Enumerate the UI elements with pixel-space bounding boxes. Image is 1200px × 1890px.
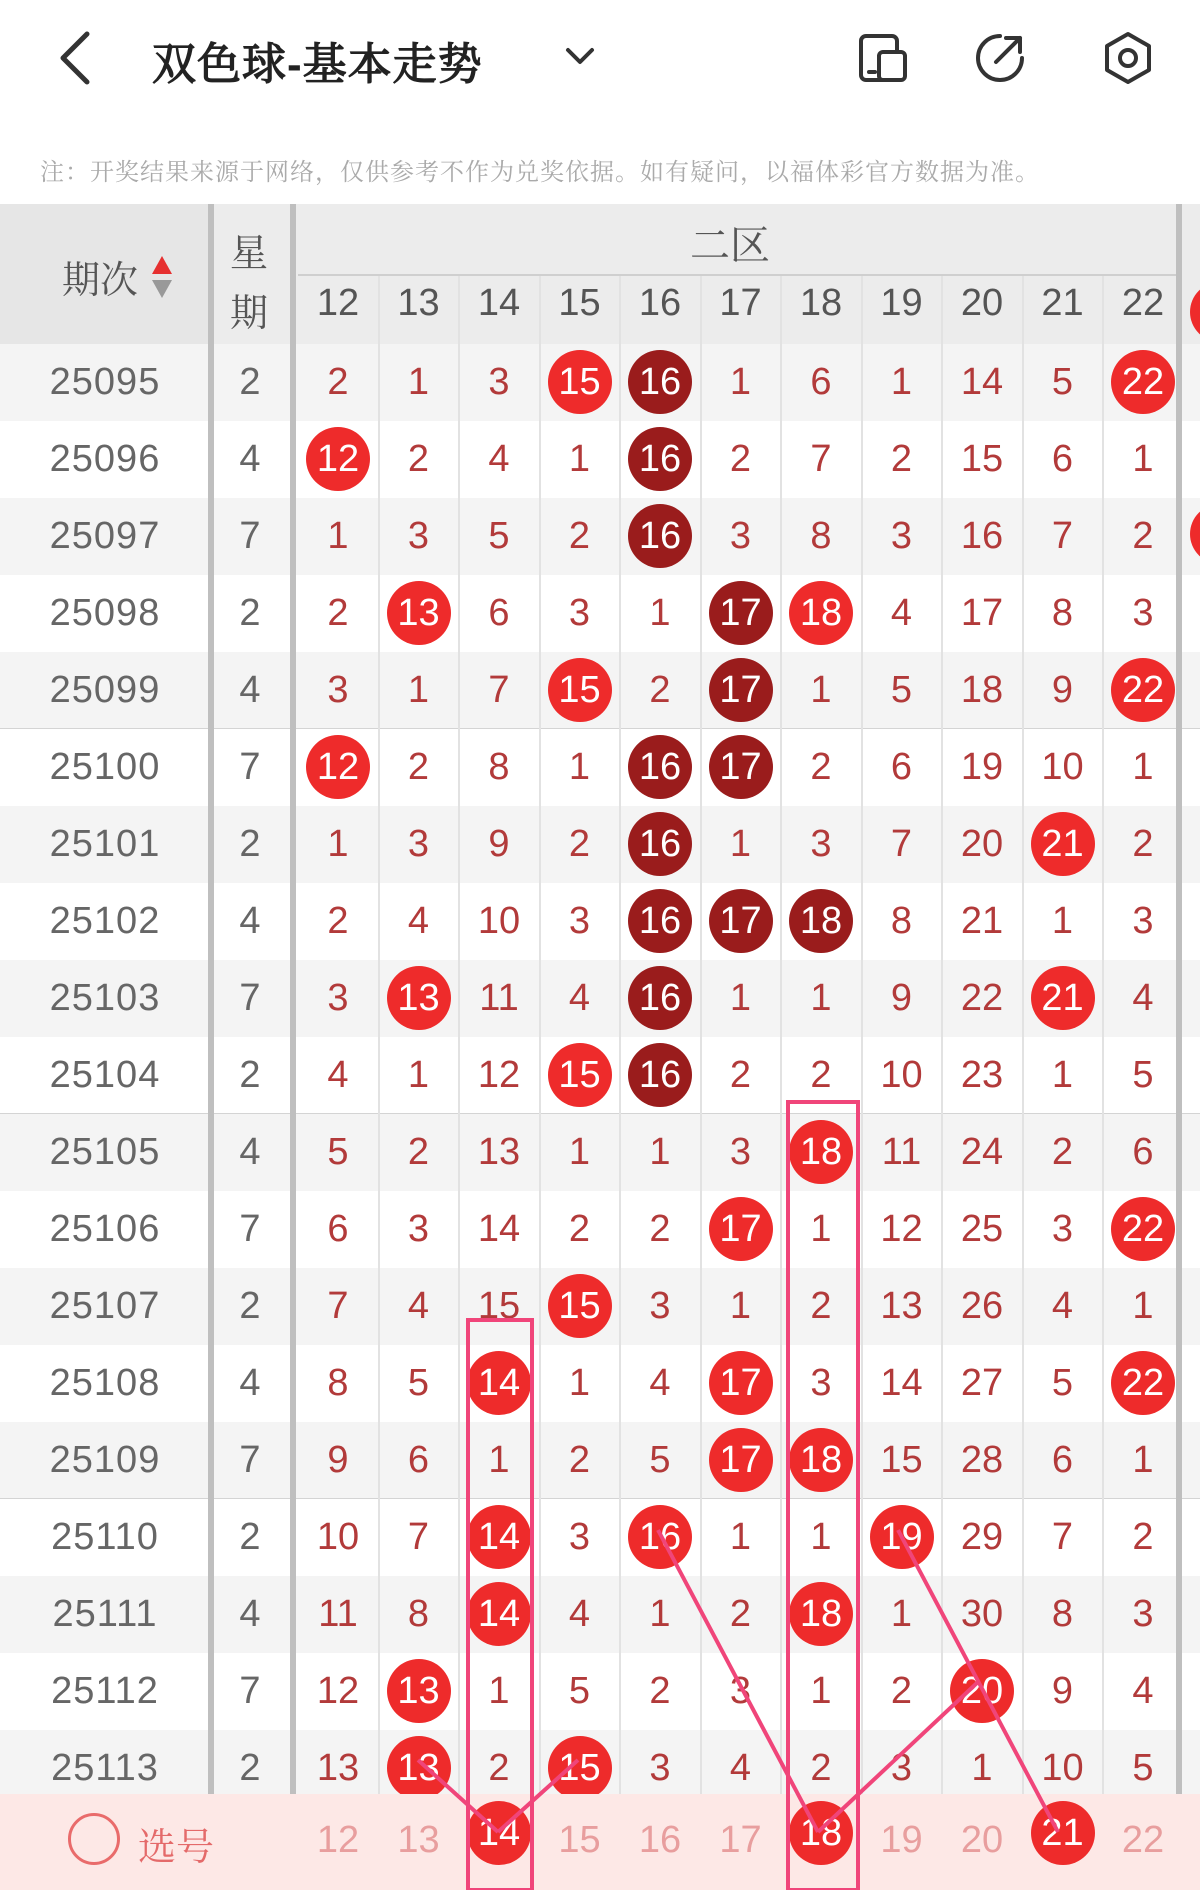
week-cell: 2 — [239, 1054, 261, 1096]
share-icon[interactable] — [972, 30, 1028, 86]
miss-count-cell: 2 — [407, 1131, 430, 1173]
drawn-ball: 16 — [628, 812, 692, 876]
miss-count-cell: 8 — [1051, 592, 1074, 634]
miss-count-cell: 4 — [890, 592, 913, 634]
drawn-ball: 16 — [628, 966, 692, 1030]
miss-count-cell: 14 — [880, 1362, 923, 1404]
miss-count-cell: 1 — [729, 977, 752, 1019]
miss-count-cell: 1 — [1051, 900, 1074, 942]
miss-count-cell: 5 — [568, 1670, 591, 1712]
drawn-ball: 17 — [709, 581, 773, 645]
miss-count-cell: 2 — [890, 1670, 913, 1712]
miss-count-cell: 7 — [407, 1516, 430, 1558]
miss-count-cell: 2 — [810, 1285, 832, 1327]
miss-count-cell: 9 — [488, 823, 510, 865]
miss-count-cell: 8 — [1051, 1593, 1074, 1635]
select-ball[interactable]: 17 — [719, 1819, 762, 1861]
period-cell: 25103 — [49, 977, 161, 1019]
miss-count-cell: 14 — [960, 361, 1004, 403]
week-column-header-1: 星 — [230, 233, 269, 275]
miss-count-cell: 2 — [1051, 1131, 1074, 1173]
miss-count-cell: 1 — [890, 361, 913, 403]
miss-count-cell: 3 — [407, 823, 430, 865]
miss-count-cell: 7 — [327, 1285, 349, 1327]
week-cell: 7 — [239, 1208, 261, 1250]
miss-count-cell: 7 — [810, 438, 832, 480]
miss-count-cell: 13 — [316, 1747, 360, 1789]
page-title[interactable]: 双色球-基本走势 — [152, 40, 483, 89]
miss-count-cell: 1 — [1132, 1439, 1154, 1481]
miss-count-cell: 7 — [488, 669, 510, 711]
miss-count-cell: 2 — [568, 515, 591, 557]
week-cell: 7 — [239, 1670, 261, 1712]
miss-count-cell: 4 — [729, 1747, 752, 1789]
miss-count-cell: 6 — [890, 746, 913, 788]
column-header-19: 19 — [880, 282, 923, 324]
column-separator — [1176, 204, 1182, 1890]
back-arrow-icon[interactable] — [55, 28, 95, 88]
drawn-ball: 15 — [548, 350, 612, 414]
miss-count-cell: 30 — [960, 1593, 1004, 1635]
miss-count-cell: 3 — [568, 1516, 591, 1558]
week-cell: 4 — [239, 1362, 261, 1404]
miss-count-cell: 1 — [729, 1516, 752, 1558]
drawn-ball: 18 — [789, 1582, 853, 1646]
miss-count-cell: 29 — [960, 1516, 1004, 1558]
miss-count-cell: 1 — [729, 823, 752, 865]
miss-count-cell: 2 — [649, 669, 671, 711]
miss-count-cell: 20 — [960, 823, 1004, 865]
period-cell: 25105 — [49, 1131, 161, 1173]
miss-count-cell: 12 — [880, 1208, 923, 1250]
period-cell: 25099 — [49, 669, 161, 711]
miss-count-cell: 3 — [1132, 900, 1154, 942]
drawn-ball: 22 — [1111, 1351, 1175, 1415]
miss-count-cell: 2 — [568, 823, 591, 865]
miss-count-cell: 4 — [407, 900, 430, 942]
week-cell: 2 — [239, 1285, 261, 1327]
miss-count-cell: 3 — [649, 1747, 671, 1789]
miss-count-cell: 2 — [649, 1208, 671, 1250]
miss-count-cell: 12 — [477, 1054, 521, 1096]
miss-count-cell: 2 — [810, 1054, 832, 1096]
select-ball[interactable]: 20 — [960, 1819, 1004, 1861]
column-header-17: 17 — [719, 282, 762, 324]
week-cell: 7 — [239, 515, 261, 557]
miss-count-cell: 1 — [407, 1054, 430, 1096]
select-ball[interactable]: 12 — [316, 1819, 360, 1861]
miss-count-cell: 6 — [810, 361, 832, 403]
miss-count-cell: 2 — [810, 746, 832, 788]
miss-count-cell: 1 — [649, 1131, 671, 1173]
period-cell: 25104 — [49, 1054, 161, 1096]
drawn-ball: 16 — [628, 889, 692, 953]
miss-count-cell: 3 — [729, 1670, 752, 1712]
drawn-ball: 16 — [628, 504, 692, 568]
miss-count-cell: 2 — [729, 1054, 752, 1096]
miss-count-cell: 1 — [488, 1670, 510, 1712]
miss-count-cell: 4 — [327, 1054, 349, 1096]
drawn-ball: 22 — [1111, 350, 1175, 414]
select-ball-picked[interactable]: 21 — [1031, 1801, 1095, 1865]
miss-count-cell: 4 — [568, 977, 591, 1019]
miss-count-cell: 11 — [318, 1593, 358, 1635]
miss-count-cell: 1 — [649, 1593, 671, 1635]
miss-count-cell: 23 — [960, 1054, 1004, 1096]
drawn-ball: 13 — [387, 1736, 451, 1800]
miss-count-cell: 3 — [1132, 1593, 1154, 1635]
select-ball-picked[interactable]: 14 — [467, 1801, 531, 1865]
miss-count-cell: 9 — [1051, 669, 1074, 711]
period-cell: 25101 — [49, 823, 161, 865]
drawn-ball: 21 — [1031, 966, 1095, 1030]
column-header-22: 22 — [1121, 282, 1165, 324]
column-header-16: 16 — [638, 282, 682, 324]
drawn-ball: 13 — [387, 1659, 451, 1723]
miss-count-cell: 1 — [810, 1208, 832, 1250]
miss-count-cell: 2 — [649, 1670, 671, 1712]
period-cell: 25109 — [49, 1439, 161, 1481]
period-cell: 25107 — [49, 1285, 161, 1327]
drawn-ball: 18 — [789, 889, 853, 953]
miss-count-cell: 21 — [960, 900, 1004, 942]
week-cell: 2 — [239, 361, 261, 403]
period-cell: 25112 — [51, 1670, 159, 1712]
miss-count-cell: 10 — [880, 1054, 923, 1096]
miss-count-cell: 1 — [407, 361, 430, 403]
miss-count-cell: 1 — [327, 515, 349, 557]
miss-count-cell: 1 — [1132, 438, 1154, 480]
miss-count-cell: 9 — [1051, 1670, 1074, 1712]
grid-line — [941, 276, 943, 1890]
miss-count-cell: 5 — [327, 1131, 349, 1173]
miss-count-cell: 3 — [327, 977, 349, 1019]
miss-count-cell: 2 — [327, 900, 349, 942]
miss-count-cell: 7 — [1051, 515, 1074, 557]
miss-count-cell: 3 — [890, 1747, 913, 1789]
miss-count-cell: 1 — [568, 746, 591, 788]
week-cell: 4 — [239, 669, 261, 711]
miss-count-cell: 11 — [881, 1131, 922, 1173]
column-separator — [290, 204, 296, 1890]
drawn-ball: 15 — [548, 1274, 612, 1338]
miss-count-cell: 3 — [407, 1208, 430, 1250]
miss-count-cell: 18 — [960, 669, 1004, 711]
miss-count-cell: 2 — [1132, 1516, 1154, 1558]
miss-count-cell: 3 — [568, 592, 591, 634]
drawn-ball: 17 — [709, 1428, 773, 1492]
miss-count-cell: 8 — [407, 1593, 430, 1635]
miss-count-cell: 1 — [1132, 746, 1154, 788]
drawn-ball: 16 — [628, 1505, 692, 1569]
select-ball[interactable]: 13 — [397, 1819, 440, 1861]
miss-count-cell: 2 — [407, 746, 430, 788]
miss-count-cell: 8 — [890, 900, 913, 942]
miss-count-cell: 4 — [407, 1285, 430, 1327]
zone-divider — [298, 274, 1176, 276]
miss-count-cell: 5 — [890, 669, 913, 711]
miss-count-cell: 8 — [810, 515, 832, 557]
miss-count-cell: 4 — [1051, 1285, 1074, 1327]
miss-count-cell: 10 — [477, 900, 521, 942]
grid-line — [378, 276, 380, 1890]
miss-count-cell: 2 — [488, 1747, 510, 1789]
drawn-ball: 21 — [1031, 812, 1095, 876]
miss-count-cell: 10 — [1041, 1747, 1084, 1789]
column-header-14: 14 — [477, 282, 521, 324]
miss-count-cell: 1 — [810, 977, 832, 1019]
miss-count-cell: 15 — [880, 1439, 923, 1481]
week-cell: 7 — [239, 1439, 261, 1481]
miss-count-cell: 1 — [729, 361, 752, 403]
miss-count-cell: 15 — [477, 1285, 521, 1327]
miss-count-cell: 5 — [1132, 1054, 1154, 1096]
grid-line — [539, 276, 541, 1890]
miss-count-cell: 4 — [488, 438, 510, 480]
drawn-ball: 14 — [467, 1351, 531, 1415]
period-cell: 25102 — [49, 900, 161, 942]
miss-count-cell: 3 — [810, 1362, 832, 1404]
miss-count-cell: 5 — [1051, 361, 1074, 403]
grid-line — [1022, 276, 1024, 1890]
miss-count-cell: 3 — [568, 900, 591, 942]
app-header — [0, 0, 1200, 125]
miss-count-cell: 7 — [1051, 1516, 1074, 1558]
miss-count-cell: 24 — [960, 1131, 1004, 1173]
drawn-ball: 14 — [467, 1505, 531, 1569]
miss-count-cell: 13 — [477, 1131, 521, 1173]
miss-count-cell: 3 — [729, 515, 752, 557]
sort-icon[interactable] — [150, 254, 174, 300]
period-column-header[interactable]: 期次 — [62, 260, 139, 302]
week-cell: 2 — [239, 823, 261, 865]
miss-count-cell: 25 — [960, 1208, 1004, 1250]
period-cell: 25100 — [49, 746, 161, 788]
miss-count-cell: 2 — [729, 1593, 752, 1635]
drawn-ball: 13 — [387, 966, 451, 1030]
drawn-ball: 17 — [709, 735, 773, 799]
miss-count-cell: 2 — [568, 1208, 591, 1250]
week-cell: 4 — [239, 1593, 261, 1635]
miss-count-cell: 15 — [960, 438, 1004, 480]
trend-table[interactable] — [0, 204, 1200, 1890]
drawn-ball: 17 — [709, 889, 773, 953]
miss-count-cell: 2 — [568, 1439, 591, 1481]
miss-count-cell: 9 — [327, 1439, 349, 1481]
miss-count-cell: 3 — [729, 1131, 752, 1173]
miss-count-cell: 5 — [488, 515, 510, 557]
grid-line — [1102, 276, 1104, 1890]
grid-line — [861, 276, 863, 1890]
week-cell: 4 — [239, 900, 261, 942]
miss-count-cell: 22 — [960, 977, 1004, 1019]
settings-icon[interactable] — [1100, 30, 1156, 86]
drawn-ball: 16 — [628, 735, 692, 799]
miss-count-cell: 6 — [1132, 1131, 1154, 1173]
drawn-ball: 13 — [387, 581, 451, 645]
miss-count-cell: 17 — [960, 592, 1004, 634]
miss-count-cell: 19 — [960, 746, 1004, 788]
column-header-12: 12 — [316, 282, 360, 324]
miss-count-cell: 3 — [327, 669, 349, 711]
drawn-ball: 12 — [306, 427, 370, 491]
select-ball-picked[interactable]: 18 — [789, 1801, 853, 1865]
week-column-header-2: 期 — [230, 293, 269, 335]
drawn-ball: 15 — [548, 658, 612, 722]
miss-count-cell: 1 — [890, 1593, 913, 1635]
miss-count-cell: 5 — [649, 1439, 671, 1481]
drawn-ball: 15 — [548, 1736, 612, 1800]
miss-count-cell: 26 — [960, 1285, 1004, 1327]
miss-count-cell: 8 — [327, 1362, 349, 1404]
miss-count-cell: 1 — [810, 1516, 832, 1558]
select-number-label[interactable]: 选号 — [138, 1827, 215, 1869]
drawn-ball: 18 — [789, 1120, 853, 1184]
miss-count-cell: 3 — [890, 515, 913, 557]
miss-count-cell: 5 — [1051, 1362, 1074, 1404]
miss-count-cell: 2 — [890, 438, 913, 480]
miss-count-cell: 3 — [407, 515, 430, 557]
miss-count-cell: 2 — [407, 438, 430, 480]
miss-count-cell: 27 — [960, 1362, 1004, 1404]
drawn-ball: 17 — [709, 1351, 773, 1415]
miss-count-cell: 1 — [568, 1131, 591, 1173]
week-cell: 7 — [239, 746, 261, 788]
miss-count-cell: 9 — [890, 977, 913, 1019]
select-ball[interactable]: 16 — [638, 1819, 682, 1861]
column-header-13: 13 — [397, 282, 440, 324]
period-cell: 25108 — [49, 1362, 161, 1404]
miss-count-cell: 5 — [1132, 1747, 1154, 1789]
miss-count-cell: 1 — [568, 1362, 591, 1404]
miss-count-cell: 2 — [1132, 515, 1154, 557]
miss-count-cell: 7 — [890, 823, 913, 865]
miss-count-cell: 3 — [810, 823, 832, 865]
miss-count-cell: 1 — [729, 1285, 752, 1327]
column-header-18: 18 — [799, 282, 843, 324]
drawn-ball: 22 — [1111, 658, 1175, 722]
miss-count-cell: 10 — [1041, 746, 1084, 788]
column-separator — [208, 204, 214, 1794]
grid-line — [780, 276, 782, 1890]
miss-count-cell: 4 — [649, 1362, 671, 1404]
miss-count-cell: 6 — [407, 1439, 430, 1481]
zone-header: 二区 — [690, 224, 770, 268]
select-ball[interactable]: 22 — [1121, 1819, 1165, 1861]
miss-count-cell: 6 — [1051, 438, 1074, 480]
miss-count-cell: 16 — [960, 515, 1004, 557]
period-cell: 25106 — [49, 1208, 161, 1250]
drawn-ball: 16 — [628, 427, 692, 491]
week-cell: 4 — [239, 1131, 261, 1173]
miss-count-cell: 2 — [1132, 823, 1154, 865]
miss-count-cell: 2 — [327, 592, 349, 634]
miss-count-cell: 13 — [880, 1285, 923, 1327]
miss-count-cell: 2 — [810, 1747, 832, 1789]
miss-count-cell: 3 — [1132, 592, 1154, 634]
week-cell: 2 — [239, 592, 261, 634]
period-cell: 25095 — [49, 361, 161, 403]
miss-count-cell: 4 — [1132, 1670, 1154, 1712]
miss-count-cell: 1 — [810, 1670, 832, 1712]
miss-count-cell: 1 — [488, 1439, 510, 1481]
drawn-ball: 20 — [950, 1659, 1014, 1723]
column-header-21: 21 — [1041, 282, 1084, 324]
miss-count-cell: 3 — [488, 361, 510, 403]
chevron-down-icon[interactable] — [562, 42, 598, 72]
miss-count-cell: 3 — [649, 1285, 671, 1327]
miss-count-cell: 1 — [1132, 1285, 1154, 1327]
miss-count-cell: 1 — [568, 438, 591, 480]
miss-count-cell: 1 — [327, 823, 349, 865]
period-cell: 25110 — [51, 1516, 159, 1558]
miss-count-cell: 14 — [477, 1208, 521, 1250]
week-cell: 7 — [239, 977, 261, 1019]
grid-line — [458, 276, 460, 1890]
miss-count-cell: 1 — [1051, 1054, 1074, 1096]
drawn-ball: 14 — [467, 1582, 531, 1646]
miss-count-cell: 1 — [810, 669, 832, 711]
miss-count-cell: 6 — [327, 1208, 349, 1250]
miss-count-cell: 11 — [479, 977, 519, 1019]
drawn-ball: 16 — [628, 350, 692, 414]
miss-count-cell: 3 — [1051, 1208, 1074, 1250]
drawn-ball: 16 — [628, 1043, 692, 1107]
miss-count-cell: 4 — [1132, 977, 1154, 1019]
miss-count-cell: 8 — [488, 746, 510, 788]
miss-count-cell: 1 — [971, 1747, 993, 1789]
week-cell: 2 — [239, 1516, 261, 1558]
period-cell: 25113 — [51, 1747, 159, 1789]
drawn-ball: 17 — [709, 1197, 773, 1261]
drawn-ball: 17 — [709, 658, 773, 722]
grid-line — [700, 276, 702, 1890]
period-cell: 25098 — [49, 592, 161, 634]
period-cell: 25096 — [49, 438, 161, 480]
miss-count-cell: 12 — [316, 1670, 360, 1712]
miss-count-cell: 2 — [327, 361, 349, 403]
miss-count-cell: 28 — [960, 1439, 1004, 1481]
disclaimer-note: 注：开奖结果来源于网络，仅供参考不作为兑奖依据。如有疑问，以福体彩官方数据为准。 — [40, 159, 1040, 186]
grid-line — [619, 276, 621, 1890]
select-ball[interactable]: 15 — [558, 1819, 601, 1861]
select-ball[interactable]: 19 — [880, 1819, 923, 1861]
miss-count-cell: 2 — [729, 438, 752, 480]
drawn-ball: 15 — [548, 1043, 612, 1107]
drawn-ball: 12 — [306, 735, 370, 799]
period-cell: 25097 — [49, 515, 161, 557]
drawn-ball: 18 — [789, 1428, 853, 1492]
week-cell: 2 — [239, 1747, 261, 1789]
miss-count-cell: 1 — [407, 669, 430, 711]
miss-count-cell: 6 — [1051, 1439, 1074, 1481]
drawn-ball: 22 — [1111, 1197, 1175, 1261]
miss-count-cell: 6 — [488, 592, 510, 634]
column-header-15: 15 — [558, 282, 601, 324]
column-header-20: 20 — [960, 282, 1004, 324]
drawn-ball: 18 — [789, 581, 853, 645]
drawn-ball: 19 — [870, 1505, 934, 1569]
miss-count-cell: 1 — [649, 592, 671, 634]
miss-count-cell: 4 — [568, 1593, 591, 1635]
miss-count-cell: 10 — [316, 1516, 360, 1558]
select-radio-icon[interactable] — [68, 1813, 120, 1865]
week-cell: 4 — [239, 438, 261, 480]
phone-layout-icon[interactable] — [855, 30, 911, 86]
period-cell: 25111 — [52, 1593, 158, 1635]
miss-count-cell: 5 — [407, 1362, 430, 1404]
